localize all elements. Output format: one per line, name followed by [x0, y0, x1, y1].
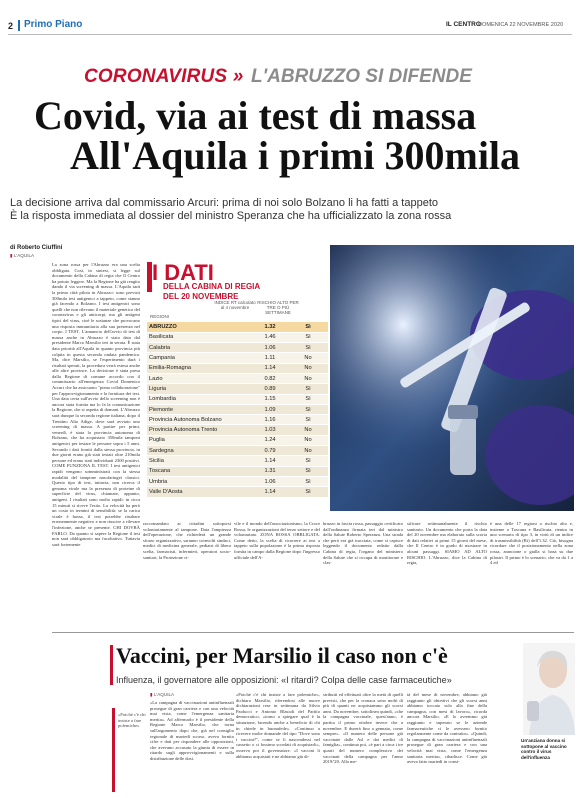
- rt-cell: 1.11: [252, 353, 288, 363]
- risk-cell: No: [288, 373, 328, 383]
- headline-line-1: Covid, via ai test di massa: [34, 93, 477, 138]
- risk-cell: Sì: [288, 394, 328, 404]
- page-number: 2: [8, 21, 14, 31]
- article-separator: [52, 632, 574, 633]
- rt-cell: 1.32: [252, 322, 288, 332]
- risk-cell: Sì: [288, 476, 328, 486]
- table-row: [147, 363, 328, 373]
- region-cell: Calabria: [147, 343, 252, 353]
- risk-cell: Sì: [288, 343, 328, 353]
- newspaper-name: IL CENTRO: [446, 21, 481, 28]
- table-row: [147, 394, 328, 404]
- rt-cell: 1.46: [252, 332, 288, 342]
- dateline: ▮ L'AQUILA: [10, 253, 35, 258]
- risk-cell: Sì: [288, 415, 328, 425]
- risk-cell: No: [288, 425, 328, 435]
- vaccine-dateline: ▮ L'AQUILA: [150, 692, 175, 697]
- rt-cell: 0.89: [252, 384, 288, 394]
- region-cell: Campania: [147, 353, 252, 363]
- issue-date: DOMENICA 22 NOVEMBRE 2020: [478, 22, 564, 28]
- risk-cell: Sì: [288, 404, 328, 414]
- table-row: [147, 487, 328, 497]
- region-cell: Basilicata: [147, 332, 252, 342]
- table-row: [147, 332, 328, 342]
- table-date: DEL 20 NOVEMBRE: [163, 292, 239, 301]
- rt-cell: 1.03: [252, 425, 288, 435]
- region-cell: Lazio: [147, 373, 252, 383]
- table-row: [147, 466, 328, 476]
- vaccine-photo-image: [330, 245, 574, 511]
- region-cell: Emilia-Romagna: [147, 363, 252, 373]
- table-row: [147, 415, 328, 425]
- risk-cell: Sì: [288, 466, 328, 476]
- subhead-line-1: La decisione arriva dal commissario Arcuri: prima di noi solo Bolzano li ha fatti a tappeto: [10, 197, 438, 209]
- region-cell: Sardegna: [147, 446, 252, 456]
- pullquote: «Poiché c'è chi insiste a fare polemiche»: [118, 712, 146, 729]
- header-rule: [8, 34, 572, 35]
- region-cell: Sicilia: [147, 456, 252, 466]
- photo-caption: Un'anziana donna si sottopone al vaccino contro il virus dell'influenza: [521, 738, 567, 760]
- rt-cell: 1.31: [252, 466, 288, 476]
- headline-line-2: All'Aquila i primi 300mila: [70, 133, 521, 178]
- table-row: [147, 384, 328, 394]
- article-column-1: La zona rossa per l'Abruzzo era una scelta obbligata. Così, in sintesi, si legge sul documento della Cabina di regia che Il Centro ha potuto leggere. Ma la Regione ha già reagito dando il via screening di massa. L'Aquila sarà la prima città pilota in Abruzzo: sono previsti 300mila test antigenici a tappeto, come stanno già facendo a Bolzano. I test antigenici sono quelli che non rilevano il materiale genetico del coronavirus e gli anticorpi, ma gli antigeni tipici del virus, cioè le sostanze che provocano una risposta immunitaria alla sua presenza nel corpo. I TEST. L'annuncio dell'avvio di test di massa anche in Abruzzo è stato dato dal presidente Marco Marsilio ieri in serata. È stata data priorità all'Aquila in quanto provincia più colpita in questa seconda ondata pandemica. Ma, dice Marsilio, se l'esperimento darà i risultati sperati, la procedura verrà estesa anche alle altre province. La decisione è stata presa dalla Regione di comune accordo con il commissario all'emergenza Covid Domenico Arcuri che ha assicurato "piena collaborazione" per l'approvvigionamento e la fornitura dei test. Una data certa sull'avvio dello screening non è ancora stata fornita ma lo fa la comunicazione la Regione, che si aspetta di domani. L'Abruzzo sarà dunque la seconda regione italiana, dopo il Trentino Alto Adige, dove sarà avviato uno screening di massa. A partire per primi, venerdì, è stata la provincia autonoma di Bolzano, che ha acquistato 350mila tamponi antigenici per testare le persone sopra i 5 anni. Secondo i dati forniti dalla stessa provincia, in due giorni erano già stati testati oltre 210mila persone ed erano stati individuati 2300 positivi. COME FUNZIONA IL TEST. I test antigenici rapidi vengono somministrati con la stessa modalità del tampone nasofaringei classici. Questo tipo di test, tuttavia, non ricerca il genoma virale ma la presenza di proteine di superficie del virus, chiamate, appunto, antigeni. I risultati sono molto rapidi: in circa 15 minuti si riceve l'esito. La velocità ha però un costo in termini di sensibilità: se la carica virale è bassa, il test potrebbe risultare erroneamente negativo e non riuscire a rilevare l'infezione, anche se presente. CHI DOVRÀ FARLO. Da quanto si sapere la Regione il test non sarà obbligatorio ma facoltativo. Tuttavia sarà fortemente: [52, 262, 140, 547]
- risk-cell: No: [288, 446, 328, 456]
- risk-cell: Sì: [288, 332, 328, 342]
- rt-cell: 1.14: [252, 363, 288, 373]
- article-column-6: è una delle 17 regioni a rischio alto e, insieme a Toscana e Basilicata, rientra in uno scenario di tipo 3, in virtù di un indice di trasmissibilità (Rt) dell'1.32. Ciò, bisogna ricordare che il posizionamento nella zona rossa, arancione o gialla si basa su due pilastri. Il primo è lo scenario, che va da 1 a 4 ed: [490, 521, 573, 566]
- vaccine-column-1: «La campagna di vaccinazioni antinfluenzali prosegue di gran carriera e con una velocità mai vista, come l'emergenza sanitaria merita». Ad affermarlo è il presidente della Regione Marco Marsilio, che torna sull'argomento dopo che, già nel consiglio regionale di martedì scorso, aveva fornito cifre e dati per rispondere alle opposizioni, che avevano accusato la giunta di essere in ritardo sugli approvvigionamenti e sulla distribuzione delle dosi.: [150, 700, 234, 761]
- table-row: [147, 435, 328, 445]
- table-row: [147, 373, 328, 383]
- kicker-arrow: »: [232, 66, 244, 87]
- region-cell: Umbria: [147, 476, 252, 486]
- rt-cell: 0.79: [252, 446, 288, 456]
- risk-cell: No: [288, 353, 328, 363]
- rt-table: [147, 322, 328, 498]
- byline: di Roberto Ciuffini: [10, 245, 63, 251]
- headline-accent-bar: [110, 645, 113, 685]
- rt-cell: 1.16: [252, 415, 288, 425]
- article-column-5: sificare settimanalmente il rischio sanitario. Un documento che porta la data del 20 novembre ma elaborato sulla scorta di dati relativi ai primi 15 giorni del mese, che Il Centro è in grado di mostrare in alcuni passaggi. SIAMO AD ALTO RISCHIO. L'Abruzzo, dice la Cabina di regia,: [407, 521, 487, 566]
- vaccine-subhead: Influenza, il governatore alle opposizioni: «I ritardi? Colpa delle case farmaceutiche»: [116, 675, 452, 685]
- pullquote-bar: [112, 708, 115, 792]
- region-cell: ABRUZZO: [147, 322, 252, 332]
- subhead-line-2: È la risposta immediata al dossier del ministro Speranza che ha ufficializzato la zona rossa: [10, 210, 452, 222]
- rt-cell: 1.24: [252, 435, 288, 445]
- vaccinated-woman-photo: [523, 643, 575, 735]
- risk-cell: Sì: [288, 322, 328, 332]
- rt-cell: 1.06: [252, 476, 288, 486]
- col-header-rt: INDICE RT calcolato al 4 novembre: [214, 300, 256, 310]
- vaccine-column-3: stribuiti ed effettuati oltre la metà di quelli previsti, che per la cronaca sono molti di più di quanti ne acquistammo gli scorsi anni. Da novembre, sottolinea quindi, «che la campagna vaccinale, quest'anno, è partita il primo ottobre invece che a novembre. E durerà fino a gennaio, come sempre». «Il numero delle persone già vaccinate dalle Asl e dai medici di famiglia», continua poi, «è pari a circa i tre quarti del numero complessivo dei vaccinati della campagna per l'anno 2019/'20. Alla me-: [323, 692, 403, 765]
- table-row: [147, 476, 328, 486]
- rt-cell: 0.82: [252, 373, 288, 383]
- table-row: [147, 456, 328, 466]
- table-row: [147, 343, 328, 353]
- table-title: I DATI: [152, 260, 214, 285]
- risk-cell: No: [288, 435, 328, 445]
- section-title: Primo Piano: [24, 19, 83, 30]
- region-cell: Lombardia: [147, 394, 252, 404]
- risk-cell: Sì: [288, 456, 328, 466]
- region-cell: Puglia: [147, 435, 252, 445]
- rt-cell: 1.09: [252, 404, 288, 414]
- region-cell: Provincia Autonoma Bolzano: [147, 415, 252, 425]
- col-header-region: REGIONI: [150, 314, 170, 319]
- risk-cell: Sì: [288, 384, 328, 394]
- region-cell: Valle D'Aosta: [147, 487, 252, 497]
- rt-cell: 1.15: [252, 394, 288, 404]
- vaccine-column-4: tà del mese di novembre, abbiamo già raggiunto gli obiettivi che gli scorsi anni abbiamo toccato solo alla fine della campagna, con mesi di lavoro», ricorda ancora Marsilio. «E lo avremmo già raggiunto e superato se le aziende farmaceutiche ci le avessero fornito regolarmente come da contratto». «Quindi, la campagna di vaccinazioni antinfluenzali prosegue di gran carriera e con una velocità mai vista, come l'emergenza sanitaria merita», ribadisce. Come già aveva fatto martedì in consi-: [407, 692, 487, 765]
- vaccine-headline: Vaccini, per Marsilio il caso non c'è: [116, 643, 448, 668]
- region-cell: Piemonte: [147, 404, 252, 414]
- region-cell: Toscana: [147, 466, 252, 476]
- section-divider: [18, 20, 20, 31]
- table-subtitle: DELLA CABINA DI REGIA: [163, 282, 261, 291]
- article-column-2: raccomandato ai cittadini sottoporsi volontariamente al tampone. Data l'ampiezza dell'operazione, che richiederà un grande sforzo organizzativo, saranno coinvolti sindaci, medici di medicina generale, pediatri di libera scelta, farmacisti, infermieri, operatori socio-sanitari, la Protezione ci-: [143, 521, 231, 560]
- risk-cell: Sì: [288, 487, 328, 497]
- table-row: [147, 353, 328, 363]
- article-column-3: vile e il mondo dell'associazionismo, la Croce Rossa, le organizzazioni del terzo settore e del volontariato. ZONA ROSSA OBBLIGATA. Come detto, la scelta di ricorrere ai test a tappeto sulla popolazione è la prima risposta fornita in campo dalla Regione dopo l'ingresso ufficiale dell'A-: [234, 521, 320, 560]
- kicker-secondary: L'ABRUZZO SI DIFENDE: [251, 66, 472, 87]
- region-cell: Liguria: [147, 384, 252, 394]
- vaccine-column-2: «Poiché c'è chi insiste a fare polemiche», dichiara Marsilio, riferendosi alle nuove dichiarazioni rese in settimana da Silvio Paolucci e Antonio Blasioli del Partito democratico, «torno a spiegare qual è la situazione, facendo anche a beneficio di chi in chiede in buonafede». «Continuo a ricevere molte domande del tipo "Dove sono i vaccini?", come se li nascondessi nel cassetto o ci fossimo scordati di acquistarli», osserva poi il governatore. «I vaccini li abbiamo acquistati e ne abbiamo già di-: [236, 692, 320, 759]
- risk-cell: No: [288, 363, 328, 373]
- vaccinated-woman-image: [523, 643, 575, 735]
- table-row: [147, 322, 328, 332]
- table-row: [147, 404, 328, 414]
- col-header-risk: RISCHIO ALTO PER TRE O PIÙ SETTIMANE: [257, 300, 299, 315]
- vaccine-photo: [330, 245, 574, 511]
- article-column-4: bruzzo in fascia rossa, passaggio certificato dall'ordinanza firmata ieri dal ministro della Salute Roberto Speranza. Una strada che però era già tracciata, come si capisce leggendo il documento redatto dalla Cabina di regia, l'organo del ministero della Salute che si occupa di monitorare e clas-: [323, 521, 403, 566]
- rt-cell: 1.14: [252, 456, 288, 466]
- rt-cell: 1.14: [252, 487, 288, 497]
- table-row: [147, 446, 328, 456]
- table-row: [147, 425, 328, 435]
- rt-cell: 1.06: [252, 343, 288, 353]
- region-cell: Provincia Autonoma Trento: [147, 425, 252, 435]
- kicker-coronavirus: CORONAVIRUS »: [84, 66, 244, 87]
